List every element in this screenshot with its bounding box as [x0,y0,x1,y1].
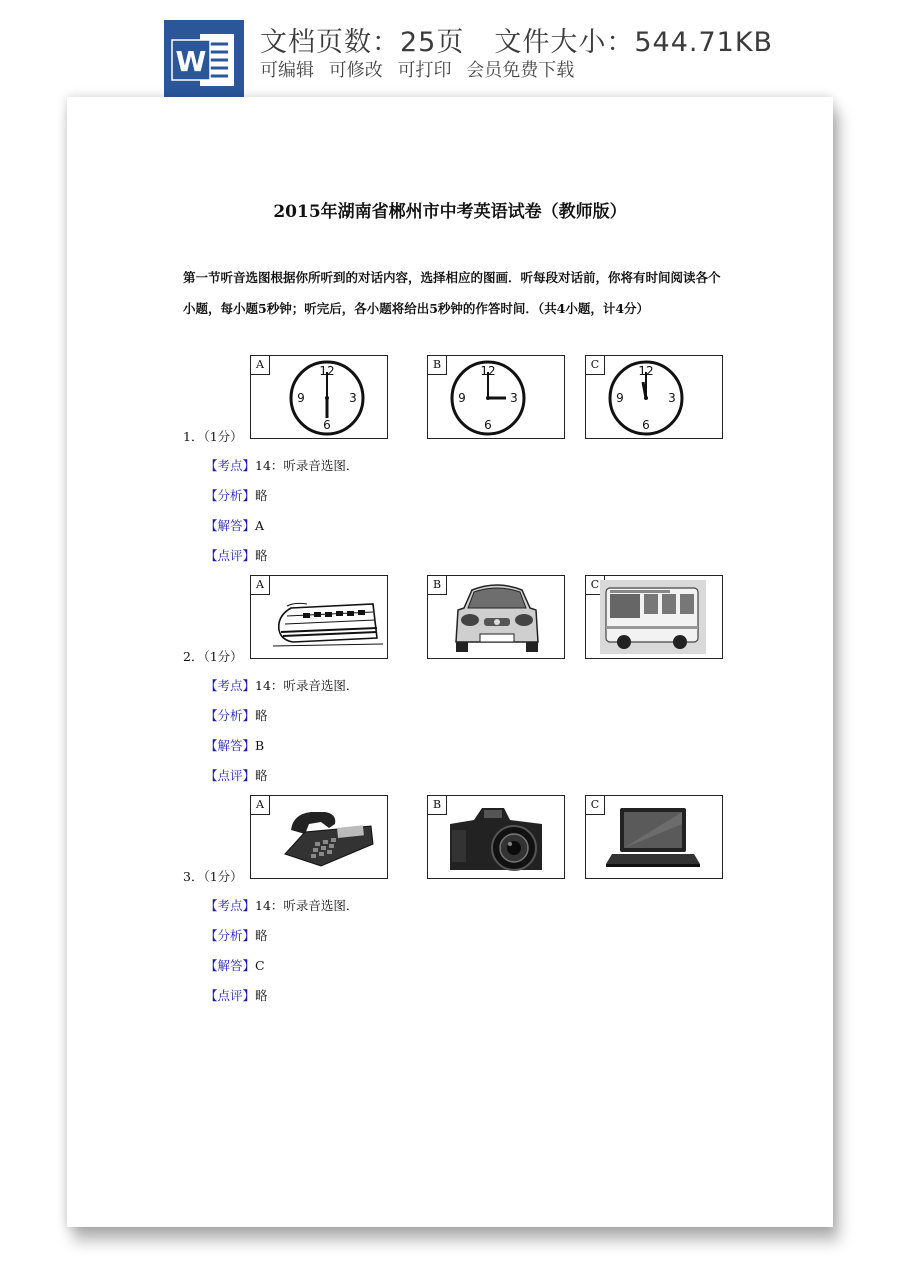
option-letter: A [250,355,270,375]
row-tag: 【解答】 [205,958,256,973]
q1-option-b [427,355,565,439]
svg-text:9: 9 [458,391,466,405]
q3-option-b [427,795,565,879]
q3-jieda [205,956,265,974]
clock-6-icon [287,358,367,438]
q3-fenxi [205,926,268,944]
header-title [260,20,773,59]
svg-text:12: 12 [638,364,654,378]
bus-icon [600,580,706,654]
svg-text:6: 6 [323,418,331,432]
option-letter: A [250,795,270,815]
q2-option-a [250,575,388,659]
camera-icon [444,800,548,876]
document-title: 2015年湖南省郴州市中考英语试卷（教师版） [273,202,627,222]
row-text: 略 [255,988,268,1003]
telephone-icon [281,804,377,874]
car-icon [450,578,544,658]
clock-3-icon [448,358,528,438]
option-letter: C [585,575,605,595]
svg-text:3: 3 [668,391,676,405]
row-text: 略 [255,768,268,783]
svg-text:6: 6 [642,418,650,432]
svg-text:9: 9 [297,391,305,405]
q2-dianping [205,766,268,784]
feature-editable: 可编辑 [260,60,314,81]
q2-kaodian [205,676,358,694]
row-tag: 【解答】 [205,738,256,753]
row-tag: 【点评】 [205,988,256,1003]
option-letter: C [585,795,605,815]
page-count: 文档页数：25页 [260,27,465,58]
file-size: 文件大小：544.71KB [494,27,774,58]
svg-text:3: 3 [349,391,357,405]
laptop-icon [602,804,702,870]
row-tag: 【点评】 [205,768,256,783]
row-text: C [255,958,265,973]
row-tag: 【点评】 [205,548,256,563]
row-text: A [255,518,265,533]
svg-text:9: 9 [616,391,624,405]
row-text: 略 [255,548,268,563]
clock-12-icon [606,358,686,438]
q2-jieda [205,736,264,754]
option-letter: A [250,575,270,595]
option-letter: C [585,355,605,375]
svg-text:6: 6 [484,418,492,432]
svg-text:W: W [175,45,207,78]
question-3-number: 3．（1分） [183,869,243,884]
q3-kaodian [205,896,358,914]
row-text: 14：听录音选图． [255,458,359,473]
row-text: 略 [255,488,268,503]
q3-option-c [585,795,723,879]
q2-option-b [427,575,565,659]
q1-option-a [250,355,388,439]
option-letter: B [427,355,447,375]
row-text: 14：听录音选图． [255,678,359,693]
row-text: B [255,738,265,753]
row-tag: 【分析】 [205,708,256,723]
q1-fenxi [205,486,268,504]
option-letter: B [427,795,447,815]
q2-fenxi [205,706,268,724]
header-features [260,56,583,82]
row-tag: 【分析】 [205,488,256,503]
question-2-number: 2．（1分） [183,649,243,664]
q1-kaodian [205,456,358,474]
row-tag: 【考点】 [205,898,256,913]
feature-member-download: 会员免费下载 [466,60,575,81]
row-tag: 【分析】 [205,928,256,943]
row-tag: 【考点】 [205,678,256,693]
q3-dianping [205,986,268,1004]
option-letter: B [427,575,447,595]
row-tag: 【解答】 [205,518,256,533]
q1-jieda [205,516,264,534]
word-doc-icon [164,20,244,98]
section-intro: 第一节听音选图根据你所听到的对话内容，选择相应的图画．听每段对话前，你将有时间阅读各个小题，每小题5秒钟；听完后，各小题将给出5秒钟的作答时间．（共4小题，计4分） [183,270,721,316]
document-page [67,97,833,1227]
q3-option-a [250,795,388,879]
svg-text:3: 3 [510,391,518,405]
svg-text:12: 12 [480,364,496,378]
row-tag: 【考点】 [205,458,256,473]
question-1-number: 1．（1分） [183,429,243,444]
row-text: 略 [255,708,268,723]
q1-option-c [585,355,723,439]
feature-modifiable: 可修改 [328,60,383,81]
train-icon [273,586,383,652]
row-text: 略 [255,928,268,943]
svg-text:12: 12 [319,364,335,378]
feature-printable: 可打印 [397,60,452,81]
row-text: 14：听录音选图． [255,898,359,913]
q2-option-c [585,575,723,659]
q1-dianping [205,546,268,564]
